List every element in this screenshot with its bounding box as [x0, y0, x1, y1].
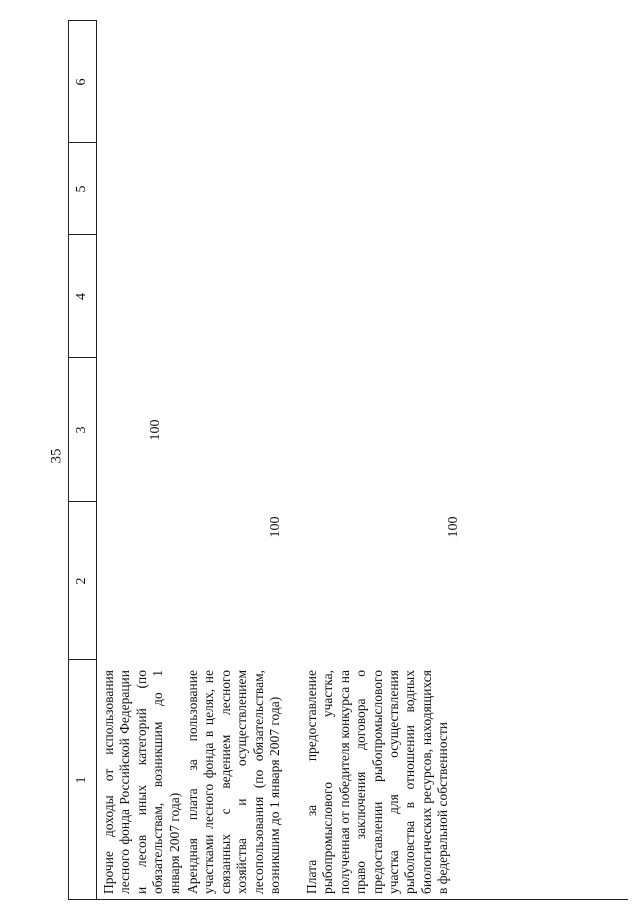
row-description: Прочие доходы от использования лесного фонда Российской Федерации и лесов иных категорий (по обязательствам, возникшим до 1 января 2007 года): [101, 670, 182, 894]
column-header-6: 6: [74, 78, 89, 86]
row-description: Плата за предоставление рыбопромыслового участка, полученная от победителя конкурса на право заключения договора о предоставлении рыбопромыслового участка для осуществления рыболовства в отношении водных биологических ресурсов, находящихся в федеральной собственности: [304, 670, 451, 894]
column-header-5: 5: [74, 185, 89, 193]
header-separator: [96, 20, 97, 900]
row-description: Арендная плата за пользование участками лесного фонда в целях, не связанных с ведением лесного хозяйства и осуществлением лесопользования (по обязательствам, возникшим до 1 января 2007 года): [185, 670, 283, 894]
row-value-col2: 100: [268, 516, 283, 538]
column-header-3: 3: [74, 426, 89, 434]
row-value-col2: 100: [446, 516, 461, 538]
page-number: 35: [48, 448, 65, 464]
row-value-col3: 100: [148, 419, 163, 441]
column-header-2: 2: [74, 577, 89, 585]
budget-table: [68, 20, 628, 900]
column-header-4: 4: [74, 293, 89, 300]
table-left-border: [68, 899, 628, 900]
column-header-1: 1: [74, 776, 89, 784]
